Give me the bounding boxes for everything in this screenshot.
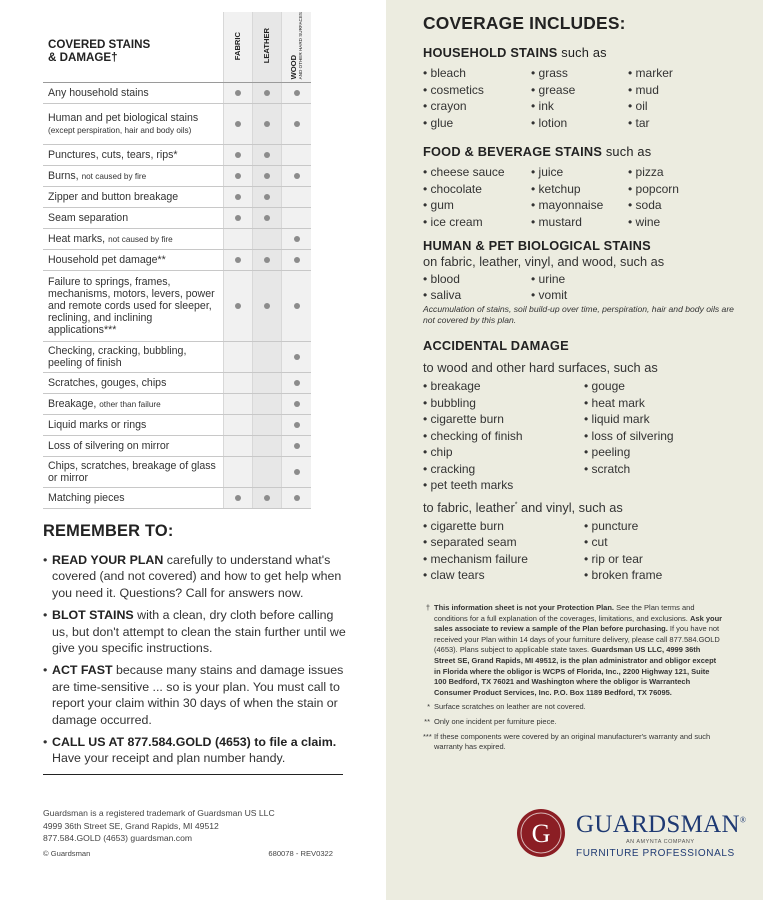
fineprint-dagger-text (434, 603, 723, 698)
household-stain-item: • oil (628, 98, 728, 115)
household-list (423, 65, 743, 131)
table-title (43, 12, 224, 83)
remember-item-call (43, 734, 348, 767)
covered-dot-icon (264, 194, 270, 200)
column-header-fabric (224, 12, 253, 83)
logo-badge-letter: G (531, 819, 551, 848)
cell-fabric (224, 83, 253, 104)
bio-stain-item: • blood (423, 271, 531, 287)
cell-leather (253, 342, 282, 373)
cell-fabric (224, 373, 253, 394)
row-label (43, 436, 224, 457)
row-label (43, 187, 224, 208)
table-row (43, 488, 311, 509)
footer-address (43, 807, 343, 860)
cell-leather (253, 229, 282, 250)
row-label-text: Breakage, (48, 397, 97, 410)
row-label-text: Chips, scratches, breakage of glass or mirror (48, 460, 216, 485)
remember-item-blot (43, 607, 348, 656)
logo-tagline: AN AMYNTA COMPANY (626, 839, 695, 845)
covered-dot-icon (264, 257, 270, 263)
column-header-wood (282, 12, 311, 83)
logo-reg-mark: ® (739, 815, 747, 825)
accidental-section (423, 338, 743, 584)
covered-dot-icon (264, 495, 270, 501)
wood-damage-item: • breakage (423, 378, 584, 395)
accidental-fabric-subheading (423, 500, 743, 515)
fineprint-star3 (423, 732, 723, 753)
row-label-note: not caused by fire (108, 234, 173, 244)
food-stain-item: • chocolate (423, 181, 531, 198)
cell-fabric (224, 271, 253, 342)
row-label (43, 229, 224, 250)
accidental-fabric-sub-a: to fabric, leather (423, 499, 515, 515)
coverage-title: COVERAGE INCLUDES: (423, 13, 626, 33)
cell-wood (282, 229, 311, 250)
cell-fabric (224, 394, 253, 415)
covered-dot-icon (294, 401, 300, 407)
row-label (43, 104, 224, 145)
household-stain-item: • lotion (531, 115, 628, 132)
covered-dot-icon (294, 90, 300, 96)
food-stain-item: • ketchup (531, 181, 628, 198)
cell-leather (253, 208, 282, 229)
cell-leather (253, 271, 282, 342)
fineprint-dagger-n1: See the Plan terms and conditions for a full explanation of the coverages, limitations, and exclusions. (434, 603, 695, 623)
column-label-wood-main: WOOD (288, 54, 298, 80)
logo-subline: FURNITURE PROFESSIONALS (576, 848, 735, 859)
cell-leather (253, 394, 282, 415)
household-heading (423, 45, 743, 60)
bio-stain-item: • urine (531, 271, 631, 287)
covered-dot-icon (264, 90, 270, 96)
fineprint-dagger-b3: Guardsman US LLC, 4999 36th Street SE, Grand Rapids, MI 49512, is the plan administrator and obligor except in Florida where the obligor is WCPS of Florida, Inc., 2200 Highway 121, Suite 100 Bedford, TX 76021 and Washington where the obligor is Warrantech Consumer Product Services, Inc. P.O. Box 1189 Bedford, TX 76095. (434, 645, 717, 697)
wood-damage-item: • heat mark (584, 395, 724, 412)
remember-section (43, 522, 348, 773)
food-heading (423, 144, 743, 159)
table-row (43, 187, 311, 208)
covered-dot-icon (235, 121, 241, 127)
fabric-damage-item: • broken frame (584, 567, 724, 584)
table-row (43, 250, 311, 271)
wood-damage-item: • loss of silvering (584, 428, 724, 445)
logo-wordmark (576, 811, 746, 839)
covered-dot-icon (264, 173, 270, 179)
remember-item-act (43, 662, 348, 728)
table-row (43, 229, 311, 250)
covered-dot-icon (235, 90, 241, 96)
wood-damage-item: • bubbling (423, 395, 584, 412)
household-stain-item: • grass (531, 65, 628, 82)
cell-fabric (224, 208, 253, 229)
wood-damage-item: • gouge (584, 378, 724, 395)
food-stain-item: • popcorn (628, 181, 728, 198)
food-stain-item: • wine (628, 214, 728, 231)
row-label-text: Loss of silvering on mirror (48, 440, 170, 453)
food-stain-item: • gum (423, 197, 531, 214)
cell-fabric (224, 436, 253, 457)
fabric-damage-item: • mechanism failure (423, 551, 584, 568)
cell-wood (282, 415, 311, 436)
row-label-text: Household pet damage** (48, 254, 166, 267)
covered-dot-icon (264, 303, 270, 309)
cell-leather (253, 187, 282, 208)
column-label-leather: LEATHER (262, 28, 272, 64)
table-row (43, 208, 311, 229)
household-heading-suffix: such as (557, 45, 607, 60)
food-stain-item: • juice (531, 164, 628, 181)
row-label-text: Human and pet biological stains (48, 111, 199, 124)
cell-wood (282, 145, 311, 166)
accidental-fabric-sub-b: and vinyl, such as (517, 499, 623, 515)
row-label-text: Zipper and button breakage (48, 191, 179, 204)
covered-dot-icon (294, 422, 300, 428)
table-row (43, 415, 311, 436)
food-stain-item: • ice cream (423, 214, 531, 231)
row-label (43, 457, 224, 488)
cell-fabric (224, 250, 253, 271)
accidental-wood-subheading: to wood and other hard surfaces, such as (423, 360, 658, 375)
cell-fabric (224, 104, 253, 145)
food-stain-item: • cheese sauce (423, 164, 531, 181)
row-label-text: Heat marks, (48, 232, 106, 245)
bio-stain-item: • saliva (423, 287, 531, 303)
row-label (43, 83, 224, 104)
remember-item-call-bold: CALL US AT 877.584.GOLD (4653) to file a claim. (52, 735, 337, 750)
cell-fabric (224, 166, 253, 187)
table-row (43, 436, 311, 457)
table-header-row (43, 12, 311, 83)
remember-item-act-text: because many stains and damage issues are time-sensitive ... so is your plan. You must call to report your claim within 30 days of when the stain or damage occurred. (52, 663, 344, 727)
row-label-text: Checking, cracking, bubbling, peeling of finish (48, 345, 187, 370)
food-stain-item: • pizza (628, 164, 728, 181)
cell-wood (282, 83, 311, 104)
food-section (423, 144, 743, 230)
covered-dot-icon (235, 194, 241, 200)
cell-wood (282, 271, 311, 342)
cell-fabric (224, 187, 253, 208)
wood-damage-item: • chip (423, 444, 584, 461)
cell-wood (282, 488, 311, 509)
food-stain-item: • mayonnaise (531, 197, 628, 214)
fabric-damage-item: • rip or tear (584, 551, 724, 568)
fineprint-star1-text: Surface scratches on leather are not covered. (434, 702, 586, 712)
household-stain-item: • mud (628, 82, 728, 99)
food-heading-bold: FOOD & BEVERAGE STAINS (423, 144, 603, 159)
table-row (43, 145, 311, 166)
logo-wordmark-text: GUARDSMAN (576, 811, 740, 838)
row-label (43, 208, 224, 229)
fineprint-dagger-b2: Ask your sales associate to review a sample of the Plan before purchasing. (434, 613, 723, 634)
remember-item-call-text: Have your receipt and plan number handy. (52, 751, 286, 766)
cell-leather (253, 436, 282, 457)
cell-wood (282, 187, 311, 208)
fineprint-star2-text: Only one incident per furniture piece. (434, 716, 557, 726)
footer-copyright: © Guardsman (43, 848, 91, 858)
table-row (43, 271, 311, 342)
fabric-damage-item: • separated seam (423, 534, 584, 551)
fineprint-dagger-b1: This information sheet is not your Protection Plan. (434, 603, 615, 612)
cell-leather (253, 250, 282, 271)
fabric-damage-item: • puncture (584, 518, 724, 535)
cell-fabric (224, 342, 253, 373)
row-label-text: Punctures, cuts, tears, rips* (48, 149, 178, 162)
cell-leather (253, 145, 282, 166)
household-stain-item: • bleach (423, 65, 531, 82)
row-label-text: Failure to springs, frames, mechanisms, motors, levers, power and remote cords used for sleeper, reclining, and inclining applications*** (48, 276, 215, 337)
covered-dot-icon (264, 152, 270, 158)
cell-wood (282, 166, 311, 187)
fineprint-star1-mark: * (427, 702, 430, 712)
fineprint-star1 (423, 702, 723, 713)
cell-wood (282, 457, 311, 488)
fineprint-dagger (423, 603, 723, 698)
column-label-fabric: FABRIC (233, 31, 243, 60)
remember-item-read (43, 552, 348, 601)
cell-fabric (224, 488, 253, 509)
household-stain-item: • glue (423, 115, 531, 132)
food-stain-item: • mustard (531, 214, 628, 231)
wood-damage-item: • liquid mark (584, 411, 724, 428)
covered-dot-icon (294, 303, 300, 309)
footer-street: 4999 36th Street SE, Grand Rapids, MI 49512 (43, 820, 219, 831)
household-stain-item: • tar (628, 115, 728, 132)
row-label-note: (except perspiration, hair and body oils) (48, 125, 192, 135)
table-row (43, 342, 311, 373)
cell-fabric (224, 229, 253, 250)
row-label (43, 373, 224, 394)
cell-wood (282, 373, 311, 394)
covered-dot-icon (294, 257, 300, 263)
fabric-damage-item: • cigarette burn (423, 518, 584, 535)
bio-section (423, 238, 743, 325)
wood-damage-item: • peeling (584, 444, 724, 461)
covered-dot-icon (294, 236, 300, 242)
accidental-heading: ACCIDENTAL DAMAGE (423, 338, 569, 353)
fabric-damage-item: • claw tears (423, 567, 584, 584)
column-header-leather (253, 12, 282, 83)
household-stain-item: • cosmetics (423, 82, 531, 99)
food-heading-suffix: such as (602, 144, 652, 159)
row-label-text: Seam separation (48, 212, 129, 225)
table-row (43, 166, 311, 187)
row-label-text: Scratches, gouges, chips (48, 377, 167, 390)
column-label-wood (290, 12, 304, 79)
row-label (43, 342, 224, 373)
cell-fabric (224, 145, 253, 166)
table-row (43, 104, 311, 145)
cell-leather (253, 104, 282, 145)
household-stain-item: • ink (531, 98, 628, 115)
food-list (423, 164, 743, 230)
covered-dot-icon (235, 303, 241, 309)
accidental-wood-list (423, 378, 743, 494)
remember-item-read-text: carefully to understand what's covered (and not covered) and how to get help when you need it. Questions? Call for answers now. (52, 553, 342, 600)
food-stain-item: • soda (628, 197, 728, 214)
guardsman-logo (516, 808, 746, 863)
remember-item-read-bold: READ YOUR PLAN (52, 553, 164, 567)
fineprint (423, 603, 723, 757)
bio-list (423, 271, 743, 302)
wood-damage-item: • scratch (584, 461, 724, 478)
cell-fabric (224, 457, 253, 488)
fineprint-dagger-mark: † (425, 603, 430, 612)
cell-leather (253, 166, 282, 187)
remember-item-blot-bold: BLOT STAINS (52, 608, 134, 623)
row-label (43, 415, 224, 436)
cell-leather (253, 415, 282, 436)
household-heading-bold: HOUSEHOLD STAINS (423, 45, 558, 60)
cell-wood (282, 104, 311, 145)
table-title-line1: COVERED STAINS (48, 38, 151, 52)
covered-dot-icon (235, 495, 241, 501)
wood-damage-item: • cigarette burn (423, 411, 584, 428)
household-section (423, 45, 743, 131)
covered-dot-icon (264, 215, 270, 221)
table-row (43, 394, 311, 415)
table-title-line2: & DAMAGE† (48, 51, 118, 65)
cell-leather (253, 488, 282, 509)
covered-dot-icon (235, 173, 241, 179)
bio-note: Accumulation of stains, soil build-up over time, perspiration, hair and body oils are not covered by this plan. (423, 304, 734, 325)
table-row (43, 457, 311, 488)
cell-wood (282, 208, 311, 229)
wood-damage-item: • pet teeth marks (423, 477, 584, 494)
table-row (43, 83, 311, 104)
covered-dot-icon (294, 495, 300, 501)
footer-copy-row (43, 848, 333, 861)
footer-contact: 877.584.GOLD (4653) guardsman.com (43, 833, 193, 844)
covered-dot-icon (294, 443, 300, 449)
fineprint-star3-text: If these components were covered by an original manufacturer's warranty and such warranty has expired. (434, 731, 711, 752)
accidental-fabric-list (423, 518, 743, 584)
bio-subheading: on fabric, leather, vinyl, and wood, such as (423, 254, 665, 269)
cell-fabric (224, 415, 253, 436)
household-stain-item: • crayon (423, 98, 531, 115)
covered-dot-icon (294, 380, 300, 386)
fineprint-star3-mark: *** (423, 731, 432, 741)
bio-heading: HUMAN & PET BIOLOGICAL STAINS (423, 238, 651, 253)
row-label (43, 271, 224, 342)
row-label-note: not caused by fire (81, 171, 147, 181)
fineprint-star2-mark: ** (424, 716, 430, 726)
cell-leather (253, 457, 282, 488)
covered-dot-icon (235, 257, 241, 263)
row-label-text: Liquid marks or rings (48, 419, 147, 432)
row-label-text: Any household stains (48, 87, 149, 100)
household-stain-item: • grease (531, 82, 628, 99)
covered-dot-icon (294, 469, 300, 475)
row-label (43, 488, 224, 509)
household-stain-item: • marker (628, 65, 728, 82)
remember-item-blot-text: with a clean, dry cloth before calling us, but don't attempt to clean the stain further until we give you specific instructions. (52, 608, 346, 656)
column-label-wood-sub: AND OTHER HARD SURFACES (297, 12, 303, 80)
cell-wood (282, 394, 311, 415)
coverage-header (423, 13, 743, 34)
divider-rule (43, 774, 343, 775)
coverage-table (43, 12, 311, 509)
covered-dot-icon (294, 173, 300, 179)
cell-leather (253, 83, 282, 104)
bio-stain-item: • vomit (531, 287, 631, 303)
row-label (43, 145, 224, 166)
covered-dot-icon (294, 121, 300, 127)
row-label (43, 250, 224, 271)
row-label-text: Burns, (48, 169, 79, 182)
wood-damage-item: • checking of finish (423, 428, 584, 445)
cell-wood (282, 436, 311, 457)
cell-wood (282, 342, 311, 373)
row-label-text: Matching pieces (48, 492, 125, 505)
row-label-note: other than failure (99, 399, 161, 409)
footer-trademark: Guardsman is a registered trademark of Guardsman US LLC (43, 808, 275, 818)
table-row (43, 373, 311, 394)
fabric-damage-item: • cut (584, 534, 724, 551)
row-label (43, 394, 224, 415)
row-label (43, 166, 224, 187)
footer-code: 680078 - REV0322 (268, 848, 333, 858)
accidental-fabric-sub-mark: * (514, 501, 518, 509)
wood-damage-item: • cracking (423, 461, 584, 478)
remember-title: REMEMBER TO: (43, 522, 174, 540)
remember-item-act-bold: ACT FAST (52, 663, 113, 678)
covered-dot-icon (264, 121, 270, 127)
logo-badge-icon (516, 808, 566, 858)
fineprint-star2 (423, 717, 723, 728)
cell-leather (253, 373, 282, 394)
remember-list (43, 552, 348, 767)
cell-wood (282, 250, 311, 271)
fineprint-dagger-n2: If you have not received your Plan within 14 days of your furniture delivery, please call 877.584.GOLD (4653). Plans subject to applicable state taxes. (434, 624, 720, 655)
covered-dot-icon (235, 215, 241, 221)
covered-dot-icon (294, 354, 300, 360)
covered-dot-icon (235, 152, 241, 158)
